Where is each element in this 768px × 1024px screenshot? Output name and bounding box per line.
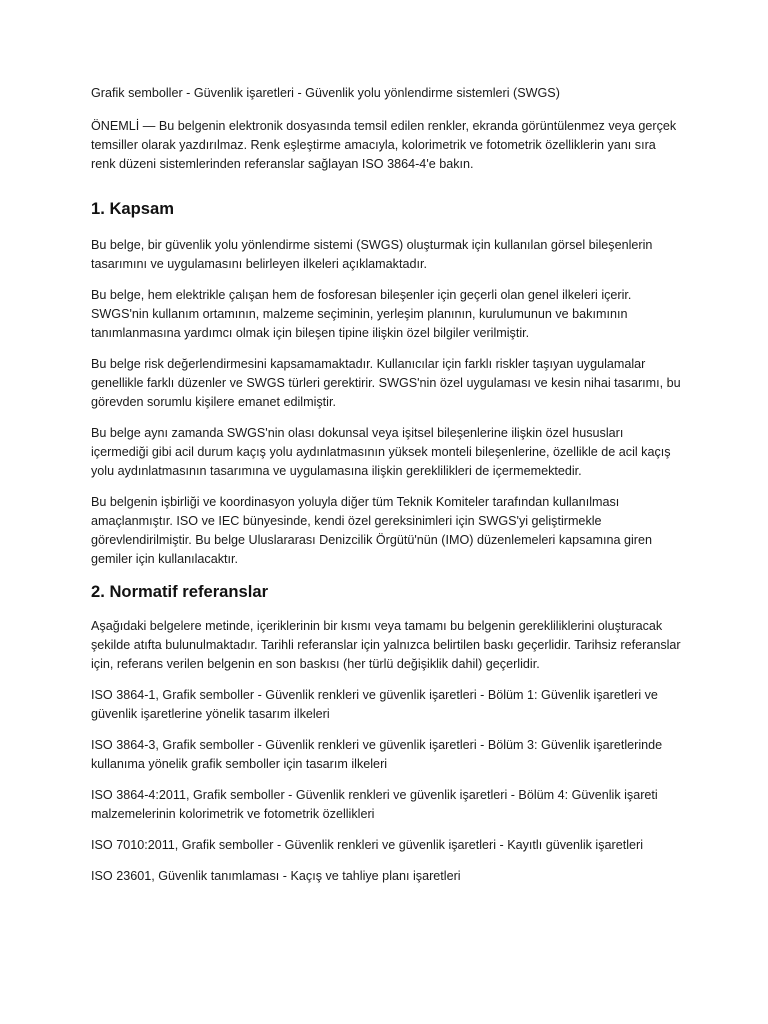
reference-item: ISO 3864-4:2011, Grafik semboller - Güvenlik renkleri ve güvenlik işaretleri - Bölüm 4: Güvenlik işareti malzemelerinin kolorimetrik ve fotometrik özellikleri	[91, 788, 658, 821]
reference-item: ISO 3864-1, Grafik semboller - Güvenlik renkleri ve güvenlik işaretleri - Bölüm 1: Güvenlik işaretleri ve güvenlik işaretlerine yönelik tasarım ilkeleri	[91, 688, 658, 721]
scope-paragraph: Bu belge, hem elektrikle çalışan hem de fosforesan bileşenler için geçerli olan genel ilkeleri içerir. SWGS'nin kullanım ortamının, malzeme seçiminin, yerleşim planının, kurulumunun ve bakımının tanımlanmasına yardımcı olmak için bileşen tipine ilişkin özel bilgiler verilmiştir.	[91, 288, 632, 340]
reference-item: ISO 23601, Güvenlik tanımlaması - Kaçış ve tahliye planı işaretleri	[91, 869, 461, 883]
scope-paragraph: Bu belgenin işbirliği ve koordinasyon yoluyla diğer tüm Teknik Komiteler tarafından kullanılması amaçlanmıştır. ISO ve IEC bünyesinde, kendi özel gereksinimleri için SWGS'yi geliştirmekle görevlendirilmiştir. Bu belge Uluslararası Denizcilik Örgütü'nün (IMO) düzenlemeleri kapsamına giren gemiler için kullanılacaktır.	[91, 495, 652, 566]
reference-item: ISO 7010:2011, Grafik semboller - Güvenlik renkleri ve güvenlik işaretleri - Kayıtlı güvenlik işaretleri	[91, 838, 644, 852]
section-heading-normative-references: 2. Normatif referanslar	[91, 582, 269, 601]
section-heading-scope: 1. Kapsam	[91, 199, 175, 218]
reference-item: ISO 3864-3, Grafik semboller - Güvenlik renkleri ve güvenlik işaretleri - Bölüm 3: Güvenlik işaretlerinde kullanıma yönelik grafik semboller için tasarım ilkeleri	[91, 738, 663, 771]
references-intro: Aşağıdaki belgelere metinde, içeriklerinin bir kısmı veya tamamı bu belgenin gerekliliklerini oluşturacak şekilde atıfta bulunulmaktadır. Tarihli referanslar için yalnızca belirtilen baskı geçerlidir. Tarihsiz referanslar için, referans verilen belgenin en son baskısı (her türlü değişiklik dahil) geçerlidir.	[91, 619, 681, 671]
document-page	[91, 84, 681, 898]
important-notice: ÖNEMLİ — Bu belgenin elektronik dosyasında temsil edilen renkler, ekranda görüntülenmez veya gerçek temsiller olarak yazdırılmaz. Renk eşleştirme amacıyla, kolorimetrik ve fotometrik özelliklerin yanı sıra renk düzeni sistemlerinden referanslar sağlayan ISO 3864-4'e bakın.	[91, 119, 677, 171]
scope-paragraph: Bu belge, bir güvenlik yolu yönlendirme sistemi (SWGS) oluşturmak için kullanılan görsel bileşenlerin tasarımını ve uygulamasını belirleyen ilkeleri açıklamaktadır.	[91, 238, 653, 271]
document-title: Grafik semboller - Güvenlik işaretleri - Güvenlik yolu yönlendirme sistemleri (SWGS)	[91, 86, 560, 100]
scope-paragraph: Bu belge risk değerlendirmesini kapsamamaktadır. Kullanıcılar için farklı riskler taşıyan uygulamalar genellikle farklı düzenler ve SWGS türleri gerektirir. SWGS'nin özel uygulaması ve kesin nihai tasarımı, bu görevden sorumlu kişilere emanet edilmiştir.	[91, 357, 681, 409]
scope-paragraph: Bu belge aynı zamanda SWGS'nin olası dokunsal veya işitsel bileşenlerine ilişkin özel hususları içermediği gibi acil durum kaçış yolu aydınlatmasının yüksek monteli bileşenlerine, özellikle de acil kaçış yolu aydınlatmasının tasarımına ve uygulamasına ilişkin gereklilikleri de içermemektedir.	[91, 426, 671, 478]
